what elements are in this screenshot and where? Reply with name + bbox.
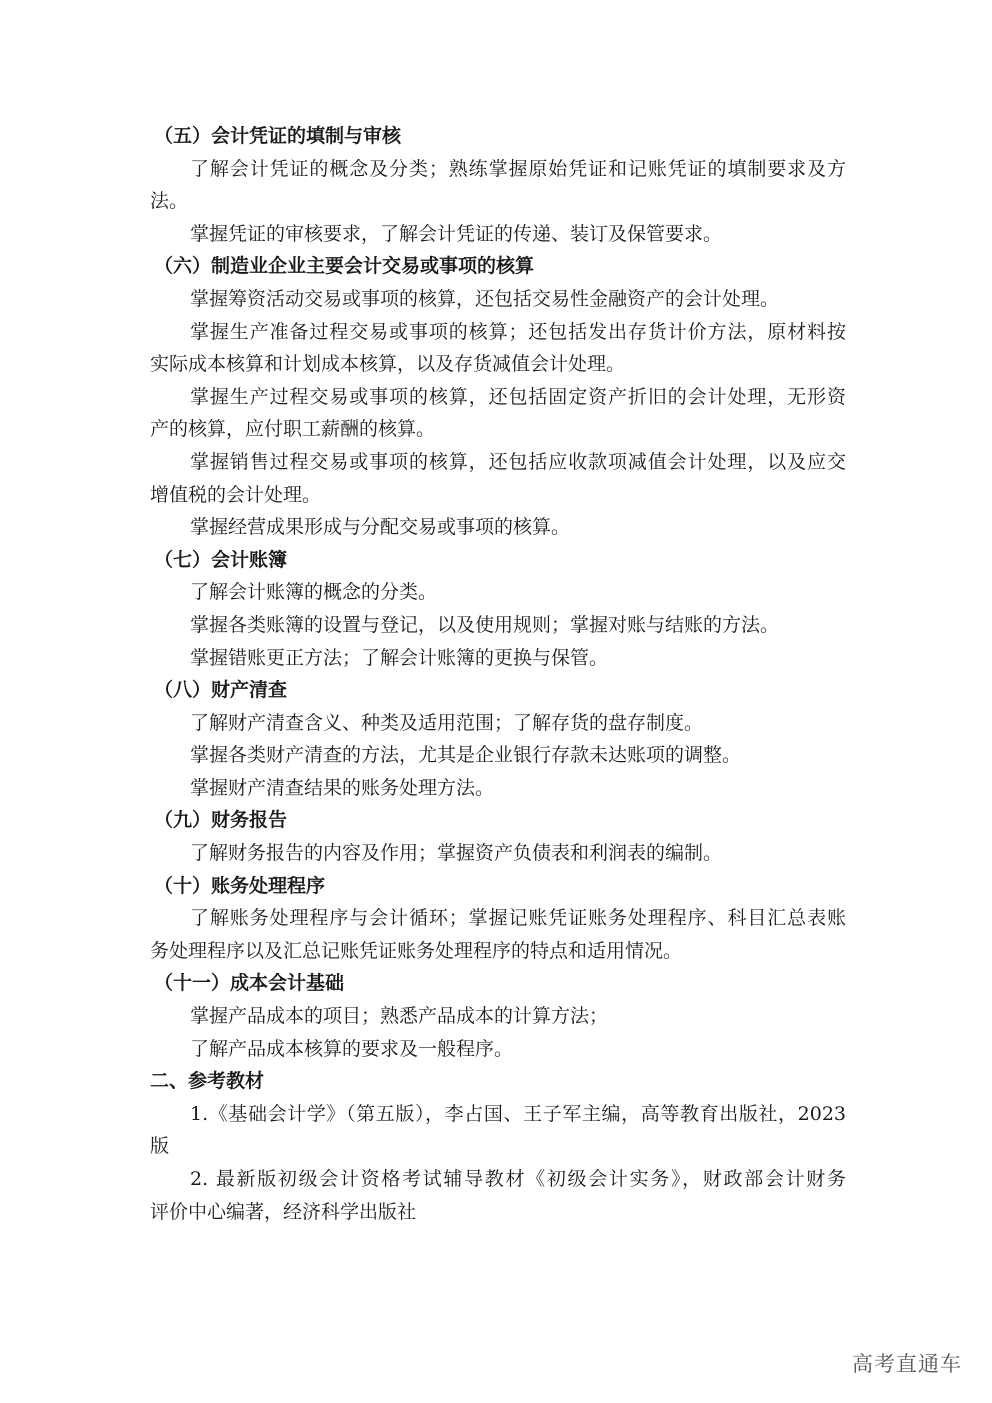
paragraph-line: 版 <box>150 1135 170 1158</box>
paragraph-line: 实际成本核算和计划成本核算，以及存货减值会计处理。 <box>150 353 626 376</box>
paragraph-line: 务处理程序以及汇总记账凭证账务处理程序的特点和适用情况。 <box>150 939 683 962</box>
paragraph-line: 掌握销售过程交易或事项的核算，还包括应收款项减值会计处理，以及应交 <box>190 450 846 473</box>
paragraph-line: 了解会计凭证的概念及分类；熟练掌握原始凭证和记账凭证的填制要求及方 <box>190 157 846 180</box>
section-heading: （八）财产清查 <box>154 679 288 702</box>
paragraph-line: 掌握生产过程交易或事项的核算，还包括固定资产折旧的会计处理，无形资 <box>190 385 846 408</box>
paragraph-line: 掌握错账更正方法；了解会计账簿的更换与保管。 <box>190 646 609 669</box>
paragraph-line: 了解会计账簿的概念的分类。 <box>190 581 438 604</box>
paragraph-line: 掌握各类财产清查的方法，尤其是企业银行存款未达账项的调整。 <box>190 744 742 767</box>
paragraph-line: 评价中心编著，经济科学出版社 <box>150 1200 417 1223</box>
document-body <box>150 120 846 1228</box>
section-heading: （十一）成本会计基础 <box>154 972 345 995</box>
paragraph-line: 掌握凭证的审核要求，了解会计凭证的传递、装订及保管要求。 <box>190 222 723 245</box>
paragraph-line: 法。 <box>150 190 189 213</box>
paragraph-line: 掌握筹资活动交易或事项的核算，还包括交易性金融资产的会计处理。 <box>190 287 780 310</box>
paragraph-line: 掌握财产清查结果的账务处理方法。 <box>190 776 495 799</box>
paragraph-line: 了解产品成本核算的要求及一般程序。 <box>190 1037 514 1060</box>
reference-item: 2. 最新版初级会计资格考试辅导教材《初级会计实务》，财政部会计财务 <box>190 1168 846 1190</box>
paragraph-line: 了解财务报告的内容及作用；掌握资产负债表和利润表的编制。 <box>190 842 723 865</box>
paragraph-line: 掌握各类账簿的设置与登记，以及使用规则；掌握对账与结账的方法。 <box>190 613 780 636</box>
paragraph-line: 掌握生产准备过程交易或事项的核算；还包括发出存货计价方法，原材料按 <box>190 320 846 343</box>
section-heading: 二、参考教材 <box>150 1070 265 1093</box>
watermark-text: 高考直通车 <box>852 1352 962 1376</box>
section-heading: （十）账务处理程序 <box>154 874 326 897</box>
section-heading: （七）会计账簿 <box>154 548 288 571</box>
reference-item: 1.《基础会计学》（第五版），李占国、王子军主编，高等教育出版社，2023 <box>190 1102 846 1125</box>
paragraph-line: 产的核算，应付职工薪酬的核算。 <box>150 418 436 441</box>
paragraph-line: 了解财产清查含义、种类及适用范围；了解存货的盘存制度。 <box>190 711 704 734</box>
paragraph-line: 增值税的会计处理。 <box>150 483 322 506</box>
section-heading: （六）制造业企业主要会计交易或事项的核算 <box>154 255 535 278</box>
section-heading: （九）财务报告 <box>154 809 288 832</box>
paragraph-line: 掌握经营成果形成与分配交易或事项的核算。 <box>190 516 571 539</box>
paragraph-line: 掌握产品成本的项目；熟悉产品成本的计算方法； <box>190 1005 609 1028</box>
section-heading: （五）会计凭证的填制与审核 <box>154 125 402 147</box>
paragraph-line: 了解账务处理程序与会计循环；掌握记账凭证账务处理程序、科目汇总表账 <box>190 907 846 930</box>
